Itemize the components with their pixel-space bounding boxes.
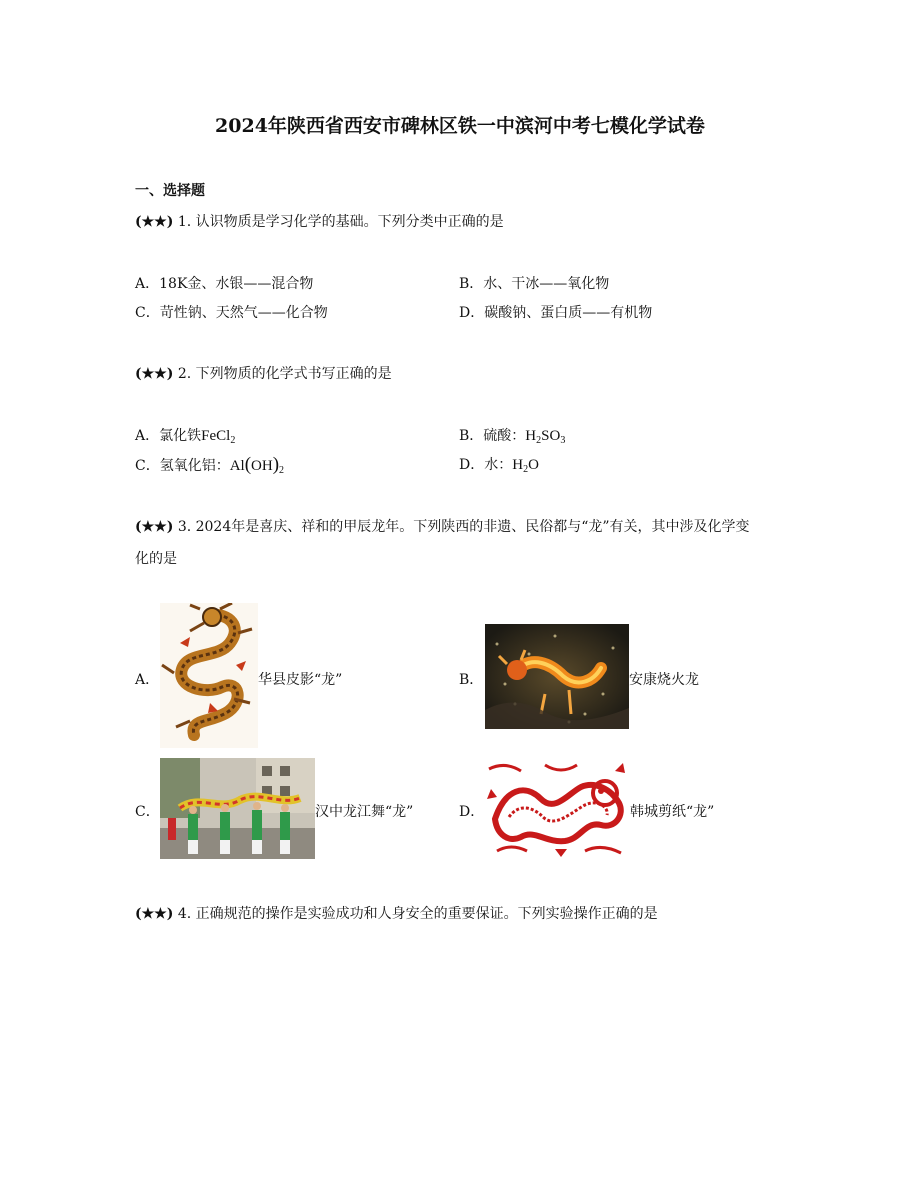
question-text: 1. 认识物质是学习化学的基础。下列分类中正确的是	[177, 214, 504, 230]
option-text: 水、干冰——氧化物	[483, 276, 610, 292]
formula: $H_2SO_3$	[525, 428, 566, 446]
question-3	[135, 516, 750, 536]
q3-option-a-letter[interactable]: A．	[135, 672, 160, 688]
q3-option-b-text[interactable]: 安康烧火龙	[629, 672, 699, 688]
shadow-puppet-dragon-image	[160, 603, 258, 748]
difficulty-stars: (★★)	[135, 366, 174, 382]
option-text: 氯化铁	[159, 428, 202, 444]
difficulty-stars: (★★)	[135, 519, 174, 535]
option-text: 苛性钠、天然气——化合物	[159, 305, 328, 321]
formula: $H_2O$	[512, 457, 539, 475]
option-text: 氢氧化铝：	[159, 458, 230, 474]
difficulty-stars: (★★)	[135, 906, 174, 922]
formula: $Al(OH)_2$	[229, 454, 285, 476]
question-text: 2. 下列物质的化学式书写正确的是	[177, 366, 392, 382]
q2-option-a[interactable]	[135, 425, 235, 446]
dragon-dance-image	[160, 758, 315, 859]
question-3-continued: 化的是	[135, 551, 177, 567]
option-text: 水：	[484, 457, 513, 473]
option-letter: B．	[459, 276, 484, 292]
fire-dragon-image	[485, 624, 629, 729]
question-4	[135, 903, 658, 923]
option-letter: D．	[459, 457, 485, 473]
question-2	[135, 363, 392, 383]
option-letter: B．	[459, 428, 484, 444]
formula: FeCl$_2$	[201, 428, 236, 446]
q2-option-b[interactable]	[459, 425, 565, 446]
option-letter: A．	[135, 276, 160, 292]
section-heading: 一、选择题	[135, 183, 205, 199]
option-text: 硫酸：	[483, 428, 526, 444]
question-1	[135, 211, 504, 231]
q3-option-a-text[interactable]: 华县皮影“龙”	[258, 672, 343, 688]
option-letter: C．	[135, 305, 160, 321]
option-text: 碳酸钠、蛋白质——有机物	[484, 305, 653, 321]
option-letter: C．	[135, 458, 160, 474]
q3-option-c-text[interactable]: 汉中龙江舞“龙”	[315, 804, 414, 820]
question-text: 3. 2024年是喜庆、祥和的甲辰龙年。下列陕西的非遗、民俗都与“龙”有关，其中涉及化学变	[177, 519, 750, 535]
page-title: 2024年陕西省西安市碑林区铁一中滨河中考七模化学试卷	[215, 115, 705, 137]
q3-option-d-letter[interactable]: D．	[459, 804, 485, 820]
q3-option-c-letter[interactable]: C．	[135, 804, 160, 820]
paper-cut-dragon-image	[485, 759, 630, 858]
q2-option-c[interactable]	[135, 454, 284, 476]
option-letter: D．	[459, 305, 485, 321]
q1-option-a[interactable]	[135, 273, 313, 293]
question-text: 4. 正确规范的操作是实验成功和人身安全的重要保证。下列实验操作正确的是	[177, 906, 658, 922]
q1-option-c[interactable]	[135, 302, 328, 322]
option-letter: A．	[135, 428, 160, 444]
q3-option-b-letter[interactable]: B．	[459, 672, 484, 688]
q2-option-d[interactable]	[459, 454, 539, 475]
option-text: 18K金、水银——混合物	[159, 276, 314, 292]
q3-option-d-text[interactable]: 韩城剪纸“龙”	[630, 804, 715, 820]
q1-option-b[interactable]	[459, 273, 609, 293]
q1-option-d[interactable]	[459, 302, 652, 322]
difficulty-stars: (★★)	[135, 214, 174, 230]
